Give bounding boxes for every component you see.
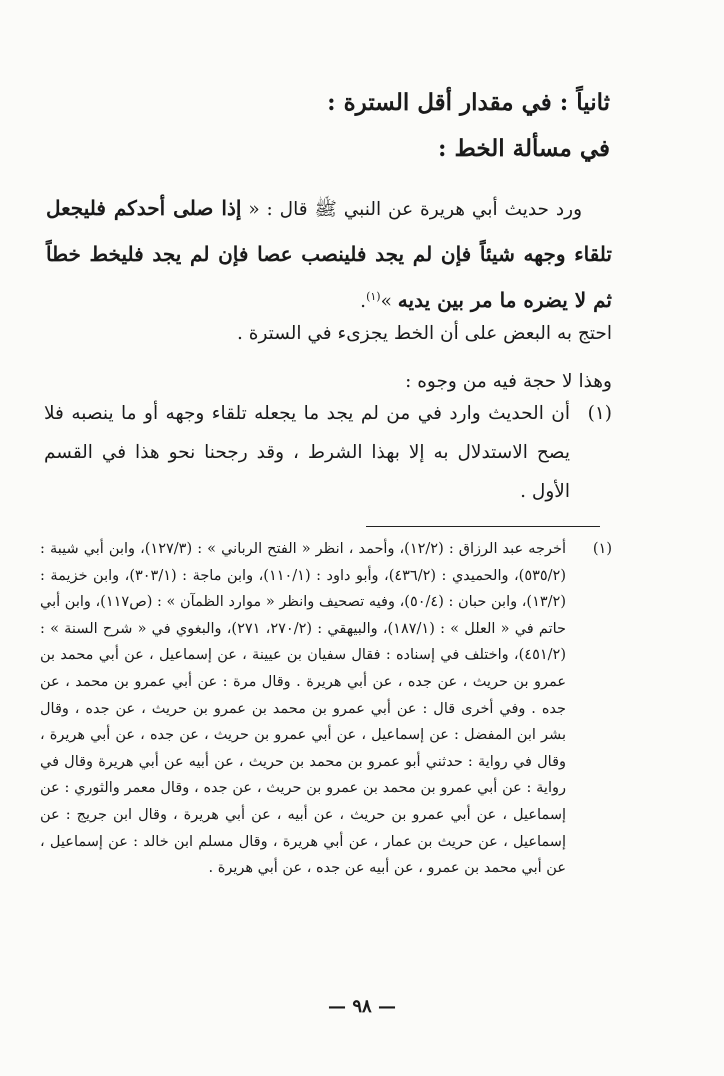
hadith-close: »: [380, 291, 398, 312]
footnote-text: أخرجه عبد الرزاق : (١٢/٢)، وأحمد ، انظر « الفتح الرباني » : (١٢٧/٣)، وابن أبي شيبة : (٥٣٥/٢)، والحميدي : (٤٣٦/٢)، وأبو داود : (١١٠/١)، وابن ماجة : (٣٠٣/١)، وابن خزيمة : (١٣/٢)، وابن حبان : (٥٠/٤)، وفيه تصحيف وانظر « موارد الظمآن » : (ص١١٧)، وابن أبي حاتم في « العلل » : (١٨٧/١)، والبيهقي : (٢٧٠/٢، ٢٧١)، والبغوي في « شرح السنة » : (٤٥١/٢)، واختلف في إسناده : فقال سفيان بن عيينة ، عن إسماعيل ، عن أبي محمد بن عمرو بن حريث ، عن جده ، عن أبي هريرة . وقال مرة : عن أبي عمرو بن محمد ، عن جده . وفي أخرى قال : عن أبي عمرو بن محمد بن عمرو بن حريث ، عن جده ، وقال بشر ابن المفضل : عن إسماعيل ، عن أبي عمرو بن حريث ، عن جده ، عن أبي هريرة ، وقال في رواية : حدثني أبو عمرو بن محمد بن حريث ، عن أبيه عن أبي هريرة وقال في رواية : عن أبي عمرو بن محمد بن عمرو بن حريث ، عن جده ، وقال معمر والثوري : عن إسماعيل ، عن أبي عمرو بن حريث ، عن أبيه ، عن أبي هريرة ، وقال ابن جريج : عن إسماعيل ، عن حريث بن عمار ، عن أبي هريرة ، وقال مسلم ابن خالد : عن إسماعيل ، عن أبي محمد بن عمرو ، عن أبيه عن جده ، عن أبي هريرة .: [40, 541, 567, 877]
footnote-number: (١): [592, 541, 612, 557]
footnote-separator: [366, 526, 600, 527]
rebuttal-item: [44, 394, 612, 511]
page-number: — ٩٨ —: [328, 996, 396, 1017]
subsection-heading: في مسألة الخط :: [438, 135, 610, 162]
item-number: (١): [587, 403, 612, 424]
hadith-end: .: [360, 291, 367, 312]
section-heading: ثانياً : في مقدار أقل السترة :: [327, 89, 610, 116]
argument-paragraph: احتج به البعض على أن الخط يجزىء في السترة .: [236, 323, 612, 344]
hadith-quote: إذا صلى أحدكم فليجعل تلقاء وجهه شيئاً فإن لم يجد فلينصب عصا فإن لم يجد فليخط خطاً ثم لا يضره ما مر بين يديه: [46, 196, 612, 312]
footnote: [40, 536, 612, 882]
hadith-paragraph: [46, 186, 612, 324]
rebuttal-intro: وهذا لا حجة فيه من وجوه :: [405, 371, 612, 392]
hadith-intro: ورد حديث أبي هريرة عن النبي ﷺ قال : «: [241, 199, 583, 220]
item-text: أن الحديث وارد في من لم يجد ما يجعله تلقاء وجهه أو ما ينصبه فلا يصح الاستدلال به إلا بهذا الشرط ، وقد رجحنا نحو هذا في القسم الأول .: [44, 403, 570, 502]
footnote-reference: (١): [366, 289, 381, 303]
